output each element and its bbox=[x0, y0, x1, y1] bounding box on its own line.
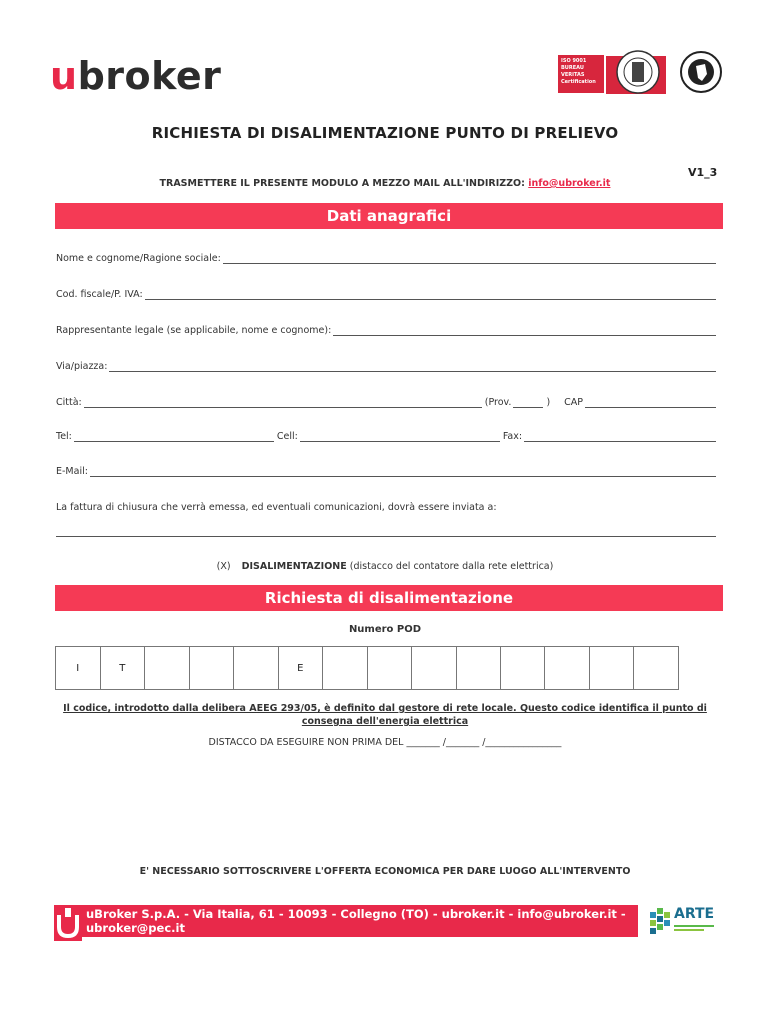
field-label-rappresentante: Rappresentante legale (se applicabile, nome e cognome): bbox=[56, 325, 332, 336]
ubroker-logo bbox=[50, 56, 221, 96]
pod-cell[interactable] bbox=[589, 647, 633, 690]
field-label-tel: Tel: bbox=[56, 431, 72, 442]
arte-mosaic-icon bbox=[650, 908, 672, 938]
field-label-cell: Cell: bbox=[276, 431, 298, 442]
bureau-veritas-badge: ISO 9001 BUREAU VERITAS Certification bbox=[558, 55, 604, 93]
field-row-nome bbox=[56, 253, 716, 264]
field-label-prov-close: ) bbox=[546, 397, 551, 408]
field-line-cap[interactable] bbox=[585, 399, 716, 408]
pod-cell[interactable] bbox=[545, 647, 589, 690]
disalimentazione-desc: (distacco del contatore dalla rete elettrica) bbox=[349, 561, 554, 572]
deadline-line[interactable]: DISTACCO DA ESEGUIRE NON PRIMA DEL _______ /_______ /________________ bbox=[208, 737, 562, 748]
ubroker-mark-icon bbox=[54, 905, 82, 941]
field-line-cell[interactable] bbox=[300, 433, 500, 442]
field-label-via: Via/piazza: bbox=[56, 361, 108, 372]
field-label-nome: Nome e cognome/Ragione sociale: bbox=[56, 253, 221, 264]
disalimentazione-mark[interactable]: (X) bbox=[216, 561, 231, 572]
field-label-fax: Fax: bbox=[502, 431, 523, 442]
field-line-prov[interactable] bbox=[513, 399, 543, 408]
disalimentazione-option bbox=[0, 561, 770, 572]
field-label-citta: Città: bbox=[56, 397, 82, 408]
pod-cell[interactable] bbox=[189, 647, 233, 690]
pod-cell[interactable]: T bbox=[100, 647, 145, 690]
field-label-cap: CAP bbox=[564, 397, 584, 408]
field-row-via bbox=[56, 361, 716, 372]
accredia-seal-icon bbox=[680, 48, 722, 96]
pod-cell[interactable]: E bbox=[278, 647, 323, 690]
bureau-veritas-seal-icon bbox=[606, 46, 666, 98]
field-line-nome[interactable] bbox=[223, 255, 716, 264]
field-row-cf bbox=[56, 289, 716, 300]
pod-cell[interactable] bbox=[234, 647, 278, 690]
pod-cell[interactable]: I bbox=[56, 647, 101, 690]
field-line-fax[interactable] bbox=[524, 433, 716, 442]
field-row-email bbox=[56, 466, 716, 477]
send-instruction: TRASMETTERE IL PRESENTE MODULO A MEZZO MAIL ALL'INDIRIZZO: info@ubroker.it bbox=[159, 178, 611, 189]
logo-wordmark: ubroker bbox=[50, 54, 222, 98]
field-row-fattura-line bbox=[56, 528, 716, 537]
pod-cell[interactable] bbox=[145, 647, 189, 690]
field-line-tel[interactable] bbox=[74, 433, 274, 442]
section-header-anagrafica: Dati anagrafici bbox=[55, 203, 723, 229]
version-label: V1_3 bbox=[688, 166, 718, 179]
footer-bar bbox=[56, 905, 638, 937]
arte-wordmark: ARTE bbox=[674, 906, 715, 922]
field-line-fattura[interactable] bbox=[56, 528, 716, 537]
field-line-rappresentante[interactable] bbox=[333, 327, 716, 336]
pod-cell[interactable] bbox=[367, 647, 411, 690]
disalimentazione-label: DISALIMENTAZIONE bbox=[241, 561, 347, 572]
field-label-fattura: La fattura di chiusura che verrà emessa, ed eventuali comunicazioni, dovrà essere inviata a: bbox=[56, 502, 497, 513]
pod-grid bbox=[55, 646, 679, 690]
footer-address: uBroker S.p.A. - Via Italia, 61 - 10093 - Collegno (TO) - ubroker.it - info@ubroker.it - ubroker@pec.it bbox=[86, 907, 626, 935]
send-email-link[interactable]: info@ubroker.it bbox=[528, 178, 611, 189]
field-line-citta[interactable] bbox=[84, 399, 482, 408]
pod-cell[interactable] bbox=[412, 647, 456, 690]
field-row-rappresentante bbox=[56, 325, 716, 336]
field-row-tel bbox=[56, 431, 716, 442]
pod-cell[interactable] bbox=[323, 647, 367, 690]
section-header-richiesta: Richiesta di disalimentazione bbox=[55, 585, 723, 611]
arte-logo bbox=[650, 904, 716, 940]
pod-note: Il codice, introdotto dalla delibera AEEG 293/05, è definito dal gestore di rete locale. Questo codice identifica il punto di consegna dell'energia elettrica bbox=[63, 703, 707, 727]
field-label-prov: (Prov. bbox=[484, 397, 512, 408]
pod-cell[interactable] bbox=[456, 647, 500, 690]
field-line-email[interactable] bbox=[90, 468, 716, 477]
field-line-via[interactable] bbox=[109, 363, 716, 372]
field-label-email: E-Mail: bbox=[56, 466, 88, 477]
field-row-citta bbox=[56, 397, 716, 408]
field-line-cf[interactable] bbox=[145, 291, 716, 300]
pod-label: Numero POD bbox=[348, 624, 422, 635]
arte-tagline-icon bbox=[674, 924, 714, 932]
document-title: RICHIESTA DI DISALIMENTAZIONE PUNTO DI PRELIEVO bbox=[151, 124, 619, 142]
pod-cell[interactable] bbox=[634, 647, 679, 690]
mandatory-notice: E' NECESSARIO SOTTOSCRIVERE L'OFFERTA ECONOMICA PER DARE LUOGO ALL'INTERVENTO bbox=[139, 866, 631, 877]
field-row-fattura bbox=[56, 502, 716, 513]
field-label-cf: Cod. fiscale/P. IVA: bbox=[56, 289, 143, 300]
pod-cell[interactable] bbox=[501, 647, 545, 690]
